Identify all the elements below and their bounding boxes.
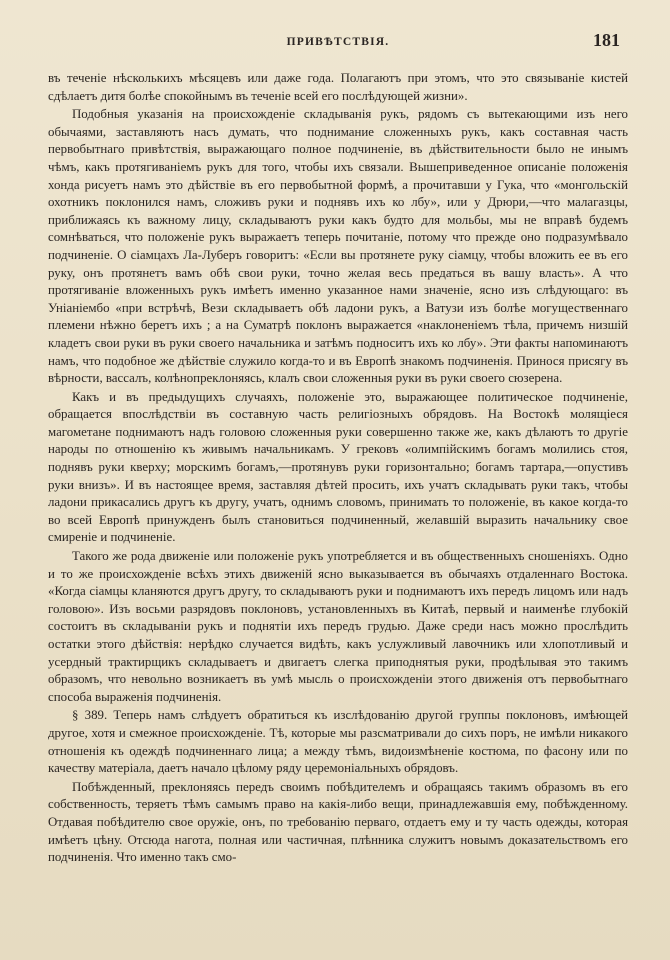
paragraph-4: Такого же рода движеніе или положеніе рукъ употребляется и въ общественныхъ сношеніяхъ. Одно и то же происхожденіе всѣхъ этихъ движеній ясно выказывается въ обычаяхъ отдаленнаго Востока. «Когда сіамцы кланяются другъ другу, то складываютъ руки и поднимаютъ ихъ передъ лицомъ или надъ головою». Изъ восьми разрядовъ поклоновъ, установленныхъ въ Китаѣ, первый и наименѣе глубокій состоитъ въ складываніи рукъ и поднятіи ихъ передъ грудью. Даже среди насъ можно прослѣдить остатки этого дѣйствія: нерѣдко случается видѣть, какъ услужливый лавочникъ или хлопотливый и усердный трактирщикъ складываетъ и двигаетъ слегка приподнятыя руки, продѣлывая это такимъ образомъ, что невольно возникаетъ въ умѣ мысль о происхожденіи этого движенія отъ первобытнаго способа выраженія подчиненія. [48,549,628,704]
paragraph-1: въ теченіе нѣсколькихъ мѣсяцевъ или даже года. Полагаютъ при этомъ, что это связываніе кистей сдѣлаетъ дитя болѣе спокойнымъ въ теченіе всей его послѣдующей жизни». [48,71,628,103]
paragraph-5-section-389: § 389. Теперь намъ слѣдуетъ обратиться къ изслѣдованію другой группы поклоновъ, имѣющей другое, хотя и смежное происхожденіе. Тѣ, которые мы разсматривали до сихъ поръ, не имѣли никакого отношенія къ одеждѣ подчиненнаго лица; а между тѣмъ, видоизмѣненіе костюма, по фасону или по качеству матеріала, даетъ начало цѣлому ряду церемоніальныхъ обрядовъ. [48,708,628,776]
running-title: ПРИВѢТСТВІЯ. [286,36,390,48]
page-header [48,30,628,56]
paragraph-6: Побѣжденный, преклоняясь передъ своимъ побѣдителемъ и обращаясь такимъ образомъ въ его собственность, теряетъ тѣмъ самымъ право на какія-либо вещи, принадлежавшія ему, побѣжденному. Отдавая побѣдителю свое оружіе, онъ, по требованію перваго, отдаетъ ему и ту часть одежды, которая имѣетъ цѣну. Отсюда нагота, полная или частичная, плѣнника служитъ новымъ доказательствомъ его подчиненія. Что именно такъ смо- [48,779,628,865]
page-number: 181 [593,30,620,50]
paragraph-2: Подобныя указанія на происхожденіе складыванія рукъ, рядомъ съ вытекающими изъ него обычаями, заставляютъ насъ думать, что поднимание сложенныхъ рукъ, какъ составная часть первобытнаго привѣтствія, выражающаго полное подчиненіе, въ дѣйствительности было не инымъ чѣмъ, какъ протягиваніемъ рукъ для того, чтобы ихъ связали. Вышеприведенное описаніе положенія хонда рисуетъ намъ это дѣйствіе въ его первобытной формѣ, а прочитавши у Гука, что «монгольскій охотникъ поклонился намъ, сложивъ руки и поднявъ ихъ ко лбу», или у Дрюри,—что малагазцы, приближаясь къ важному лицу, складываютъ руки какъ будто для мольбы, мы не вправѣ будемъ сомнѣваться, что положеніе рукъ выражаетъ теперь почитаніе, потому что прежде оно подразумѣвало подчиненіе. О сіамцахъ Ла-Луберъ говоритъ: «Если вы протянете руку сіамцу, чтобы вложить ее въ его руку, онъ протянетъ вамъ обѣ свои руки, точно желая весь предаться въ вашу власть». А что протягиваніе вложенныхъ рукъ имѣетъ именно указанное нами значеніе, ясно изъ слѣдующаго: въ Уніаніембо «при встрѣчѣ, Вези складываетъ обѣ ладони рукъ, а Ватузи изъ болѣе могущественнаго племени нѣжно беретъ ихъ ; а на Суматрѣ поклонъ выражается «наклоненіемъ тѣла, причемъ низшій кладетъ свои руки въ руки своего начальника и затѣмъ подноситъ ихъ ко лбу». Эти факты напоминаютъ намъ, что подобное же дѣйствіе служило когда-то и въ Европѣ знакомъ подчиненія. Принося присягу въ вѣрности, вассалъ, колѣнопреклоняясь, клалъ свои сложенныя руки въ руки своего сюзерена. [48,107,628,386]
paragraph-3: Какъ и въ предыдущихъ случаяхъ, положеніе это, выражающее политическое подчиненіе, обращается впослѣдствіи въ составную часть религіозныхъ обрядовъ. На Востокѣ молящіеся магометане поднимаютъ надъ головою сложенныя руки совершенно также же, какъ дѣлаютъ то другіе народы по отношенію къ живымъ начальникамъ. У грековъ «олимпійскимъ богамъ молились стоя, поднявъ руки кверху; морскимъ богамъ,—протянувъ руки горизонтально; богамъ тартара,—опустивъ руки внизъ». И въ настоящее время, заставляя дѣтей просить, ихъ учатъ складывать руки такъ, чтобы ладони прикасались другъ къ другу, учатъ, однимъ словомъ, принимать то положеніе, въ какое когда-то во всей Европѣ принужденъ былъ становиться подчиненный, желавшій выразить начальнику свое смиреніе и подчиненіе. [48,389,628,545]
body-text [48,70,628,867]
